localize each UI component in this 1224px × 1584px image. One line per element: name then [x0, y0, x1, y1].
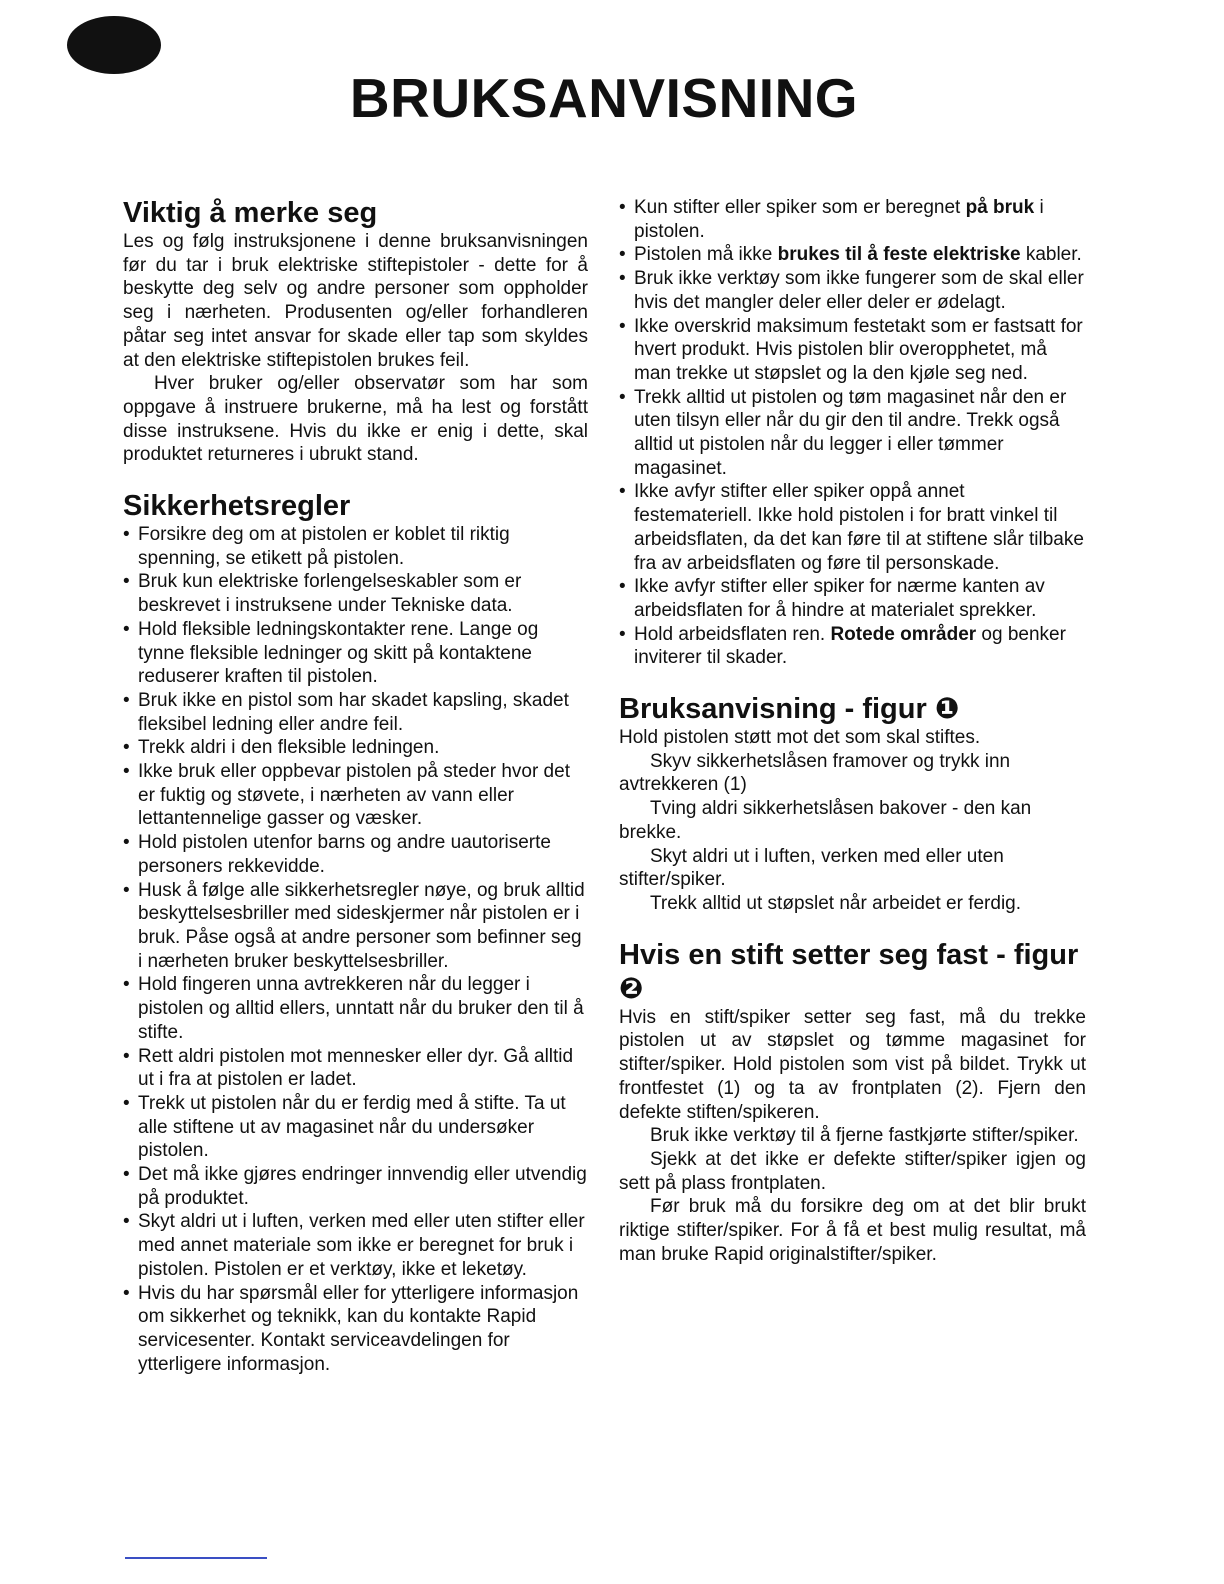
list-item: • Trekk ut pistolen når du er ferdig med å stifte. Ta ut alle stiftene ut av magasinet når du undersøker pistolen.	[123, 1092, 588, 1163]
section-heading-bruksanvisning: Bruksanvisning - figur ❶	[619, 693, 960, 726]
list-item: • Bruk kun elektriske forlengelseskabler som er beskrevet i instruksene under Tekniske data.	[123, 570, 588, 617]
section-viktig	[123, 196, 588, 467]
list-item: • Ikke bruk eller oppbevar pistolen på steder hvor det er fuktig og støvete, i nærheten av vann eller lettantennelige gasser og væsker.	[123, 760, 588, 831]
usage-line: Trekk alltid ut støpslet når arbeidet er ferdig.	[650, 892, 1022, 914]
section-heading-stift-fast: Hvis en stift setter seg fast - figur ❷	[619, 938, 1079, 1005]
safety-rules-list-continued	[619, 196, 1086, 670]
list-item: • Hvis du har spørsmål eller for ytterligere informasjon om sikkerhet og teknikk, kan du kontakte Rapid servicesenter. Kontakt serviceavdelingen for ytterligere informasjon.	[123, 1282, 588, 1377]
list-item: • Hold pistolen utenfor barns og andre uautoriserte personers rekkevidde.	[123, 831, 588, 878]
list-item: • Hold fingeren unna avtrekkeren når du legger i pistolen og alltid ellers, unntatt når du bruker den til å stifte.	[123, 973, 588, 1044]
list-item: • Trekk aldri i den fleksible ledningen.	[123, 736, 588, 760]
usage-line: Hold pistolen støtt mot det som skal stiftes.	[619, 727, 981, 749]
figure-2-marker: ❷	[619, 972, 644, 1005]
list-item: • Rett aldri pistolen mot mennesker eller dyr. Gå alltid ut i fra at pistolen er ladet.	[123, 1045, 588, 1092]
list-item: • Bruk ikke en pistol som har skadet kapsling, skadet fleksibel ledning eller andre feil.	[123, 689, 588, 736]
jam-paragraph: Sjekk at det ikke er defekte stifter/spiker igjen og sett på plass frontplaten.	[619, 1148, 1086, 1194]
jam-paragraph: Bruk ikke verktøy til å fjerne fastkjørte stifter/spiker.	[650, 1125, 1079, 1147]
list-item: • Husk å følge alle sikkerhetsregler nøye, og bruk alltid beskyttelsesbriller med sideskjermer når pistolen er i bruk. Påse også at andre personer som befinner seg i nærheten bruker beskyttelsesbriller.	[123, 879, 588, 974]
list-item: • Det må ikke gjøres endringer innvendig eller utvendig på produktet.	[123, 1163, 588, 1210]
viktig-paragraph-2: Hver bruker og/eller observatør som har som oppgave å instruere brukerne, må ha lest og forstått disse instruksene. Hvis du ikke er enig i dette, skal produktet returneres i ubrukt stand.	[123, 373, 588, 466]
usage-line: Skyt aldri ut i luften, verken med eller uten stifter/spiker.	[619, 845, 1004, 891]
usage-line: Tving aldri sikkerhetslåsen bakover - den kan brekke.	[619, 798, 1032, 843]
section-heading-sikkerhetsregler: Sikkerhetsregler	[123, 490, 351, 523]
list-item: • Kun stifter eller spiker som er beregnet på bruk i pistolen.	[619, 196, 1086, 243]
list-item: • Ikke avfyr stifter eller spiker oppå annet festemateriell. Ikke hold pistolen i for bratt vinkel til arbeidsflaten, da det kan føre til at stiftene slår tilbake fra av arbeidsflaten og føre til personskade.	[619, 480, 1086, 575]
list-item: • Skyt aldri ut i luften, verken med eller uten stifter eller med annet materiale som ikke er beregnet for bruk i pistolen. Pistolen er et verktøy, ikke et leketøy.	[123, 1210, 588, 1281]
list-item: • Ikke overskrid maksimum festetakt som er fastsatt for hvert produkt. Hvis pistolen blir overopphetet, må man trekke ut støpslet og la den kjøle seg ned.	[619, 315, 1086, 386]
section-stift-fast	[619, 938, 1086, 1267]
page-title: BRUKSANVISNING	[349, 67, 859, 129]
list-item: • Bruk ikke verktøy som ikke fungerer som de skal eller hvis det mangler deler eller deler er ødelagt.	[619, 267, 1086, 314]
viktig-paragraph-1: Les og følg instruksjonene i denne bruksanvisningen før du tar i bruk elektriske stiftepistoler - dette for å beskytte deg selv og andre personer som oppholder seg i nærheten. Produsenten og/eller forhandleren påtar seg intet ansvar for skade eller tap som skyldes at den elektriske stiftepistolen brukes feil.	[123, 231, 588, 371]
list-item: • Forsikre deg om at pistolen er koblet til riktig spenning, se etikett på pistolen.	[123, 523, 588, 570]
list-item: • Hold arbeidsflaten ren. Rotede områder og benker inviterer til skader.	[619, 623, 1086, 670]
footer-line	[125, 1557, 267, 1559]
section-heading-viktig: Viktig å merke seg	[123, 197, 378, 229]
left-column	[123, 196, 588, 1376]
list-item: • Ikke avfyr stifter eller spiker for nærme kanten av arbeidsflaten for å hindre at materialet sprekker.	[619, 575, 1086, 622]
list-item: • Trekk alltid ut pistolen og tøm magasinet når den er uten tilsyn eller når du gir den til andre. Trekk også alltid ut pistolen når du legger i eller tømmer magasinet.	[619, 386, 1086, 481]
safety-rules-list	[123, 523, 588, 1376]
list-item: • Pistolen må ikke brukes til å feste elektriske kabler.	[619, 243, 1086, 267]
right-column	[619, 196, 1086, 1266]
figure-1-marker: ❶	[934, 693, 960, 726]
section-bruksanvisning	[619, 692, 1086, 916]
list-item: • Hold fleksible ledningskontakter rene. Lange og tynne fleksible ledninger og skitt på kontaktene reduserer kraften til pistolen.	[123, 618, 588, 689]
usage-line: Skyv sikkerhetslåsen framover og trykk inn avtrekkeren (1)	[619, 750, 1011, 796]
jam-paragraph: Hvis en stift/spiker setter seg fast, må du trekke pistolen ut av støpslet og tømme magasinet for stifter/spiker. Hold pistolen som vist på bildet. Trykk ut frontfestet (1) og ta av frontplaten (2). Fjern den defekte stiften/spikeren.	[619, 1006, 1086, 1123]
jam-paragraph: Før bruk må du forsikre deg om at det blir brukt riktige stifter/spiker. For å få et best mulig resultat, må man bruke Rapid originalstifter/spiker.	[619, 1196, 1086, 1265]
section-sikkerhetsregler	[123, 489, 588, 1376]
